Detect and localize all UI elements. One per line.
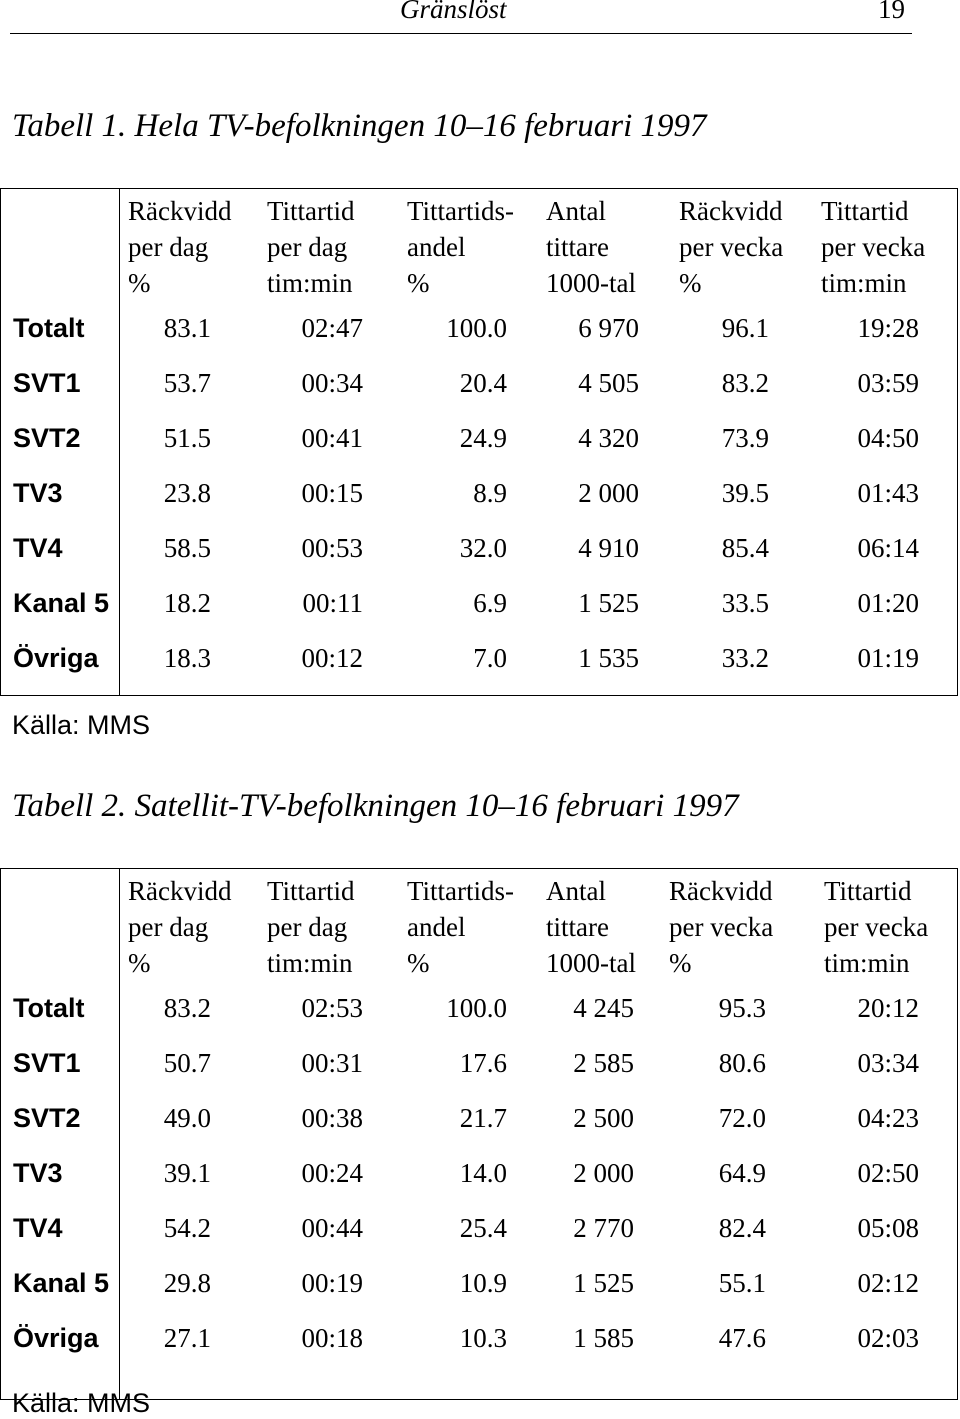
- table-cell: 02:50: [857, 1158, 919, 1188]
- table-cell: 10.3: [459, 1323, 507, 1353]
- column-header-line: %: [679, 268, 702, 298]
- table-cell: 4 320: [578, 423, 639, 453]
- table-cell: 2 585: [573, 1048, 634, 1078]
- table-cell: 64.9: [718, 1158, 766, 1188]
- table-1-caption: Tabell 1. Hela TV-befolkningen 10–16 februari 1997: [12, 108, 707, 144]
- table-cell: 1 585: [573, 1323, 634, 1353]
- table-cell: 49.0: [163, 1103, 211, 1133]
- table-cell: 01:20: [857, 588, 919, 618]
- table-cell: 21.7: [459, 1103, 507, 1133]
- column-header-line: per dag: [267, 912, 348, 942]
- table-cell: 19:28: [857, 313, 919, 343]
- row-label: Totalt: [13, 993, 85, 1023]
- table-cell: 00:12: [301, 643, 363, 673]
- table-1-source: Källa: MMS: [12, 710, 151, 740]
- table-cell: 18.3: [163, 643, 211, 673]
- table-cell: 39.5: [721, 478, 769, 508]
- running-header-title: Gränslöst: [400, 0, 507, 24]
- column-header-line: 1000-tal: [546, 948, 636, 978]
- column-header-line: tim:min: [824, 948, 910, 978]
- table-cell: 2 000: [578, 478, 639, 508]
- column-header-line: per dag: [128, 232, 209, 262]
- table-cell: 29.8: [163, 1268, 211, 1298]
- table-cell: 02:53: [301, 993, 363, 1023]
- table-cell: 100.0: [446, 993, 507, 1023]
- table-cell: 6 970: [578, 313, 639, 343]
- row-label: Övriga: [13, 643, 99, 673]
- row-label: Totalt: [13, 313, 85, 343]
- column-header-line: Antal: [546, 196, 606, 226]
- table-cell: 00:15: [301, 478, 363, 508]
- table-cell: 05:08: [857, 1213, 919, 1243]
- table-cell: 14.0: [459, 1158, 507, 1188]
- table-cell: 2 000: [573, 1158, 634, 1188]
- table-cell: 06:14: [857, 533, 919, 563]
- table-cell: 00:41: [301, 423, 363, 453]
- column-header: [546, 873, 636, 981]
- column-header-line: %: [407, 268, 430, 298]
- row-label: SVT2: [13, 423, 81, 453]
- column-header: [267, 873, 355, 981]
- row-label: TV3: [13, 478, 63, 508]
- column-header-line: per vecka: [679, 232, 784, 262]
- column-header: [824, 873, 928, 981]
- table-cell: 4 910: [578, 533, 639, 563]
- column-header: [128, 193, 231, 301]
- header-rule: [10, 33, 912, 34]
- table-cell: 04:50: [857, 423, 919, 453]
- table-cell: 02:47: [301, 313, 363, 343]
- table-cell: 00:24: [301, 1158, 363, 1188]
- table-cell: 7.0: [473, 643, 507, 673]
- table-2: [0, 868, 958, 1400]
- table-cell: 33.2: [721, 643, 769, 673]
- table-cell: 00:38: [301, 1103, 363, 1133]
- column-header-line: andel: [407, 912, 466, 942]
- column-header-line: Tittartid: [824, 876, 912, 906]
- table-cell: 17.6: [459, 1048, 507, 1078]
- table-cell: 4 245: [573, 993, 634, 1023]
- table-cell: 27.1: [163, 1323, 211, 1353]
- table-cell: 47.6: [718, 1323, 766, 1353]
- table-cell: 1 535: [578, 643, 639, 673]
- table-cell: 2 770: [573, 1213, 634, 1243]
- column-header: [546, 193, 636, 301]
- table-cell: 20:12: [857, 993, 919, 1023]
- row-label: SVT1: [13, 1048, 81, 1078]
- row-label: SVT1: [13, 368, 81, 398]
- table-2-caption: Tabell 2. Satellit-TV-befolkningen 10–16 februari 1997: [12, 788, 739, 824]
- table-cell: 00:18: [301, 1323, 363, 1353]
- column-header-line: Tittartid: [267, 196, 355, 226]
- column-header-line: per vecka: [821, 232, 926, 262]
- page-number: 19: [878, 0, 905, 24]
- table-cell: 04:23: [857, 1103, 919, 1133]
- table-cell: 03:34: [857, 1048, 919, 1078]
- table-cell: 23.8: [163, 478, 211, 508]
- table-cell: 33.5: [721, 588, 769, 618]
- column-header: [669, 873, 773, 981]
- column-header-line: %: [669, 948, 692, 978]
- table-cell: 2 500: [573, 1103, 634, 1133]
- row-label: SVT2: [13, 1103, 81, 1133]
- column-header-line: 1000-tal: [546, 268, 636, 298]
- table-cell: 03:59: [857, 368, 919, 398]
- column-header-line: per vecka: [669, 912, 774, 942]
- column-header-line: Räckvidd: [128, 196, 232, 226]
- column-header-line: tim:min: [267, 268, 353, 298]
- table-cell: 01:43: [857, 478, 919, 508]
- table-cell: 6.9: [473, 588, 507, 618]
- table-cell: 02:12: [857, 1268, 919, 1298]
- column-header-line: Tittartids-: [407, 196, 515, 226]
- column-header-line: per dag: [267, 232, 348, 262]
- table-cell: 96.1: [721, 313, 769, 343]
- table-cell: 51.5: [163, 423, 211, 453]
- column-header-line: Antal: [546, 876, 606, 906]
- row-label: TV4: [13, 1213, 63, 1243]
- table-cell: 82.4: [718, 1213, 766, 1243]
- table-cell: 72.0: [718, 1103, 766, 1133]
- table-cell: 4 505: [578, 368, 639, 398]
- column-header-line: tittare: [546, 232, 609, 262]
- table-cell: 00:53: [301, 533, 363, 563]
- table-cell: 55.1: [718, 1268, 766, 1298]
- column-header-line: andel: [407, 232, 466, 262]
- table-cell: 95.3: [718, 993, 766, 1023]
- table-cell: 58.5: [163, 533, 211, 563]
- table-1-label-divider: [119, 189, 120, 695]
- column-header: [679, 193, 783, 301]
- table-cell: 83.2: [163, 993, 211, 1023]
- table-2-source: Källa: MMS: [12, 1388, 151, 1418]
- table-cell: 00:44: [301, 1213, 363, 1243]
- table-2-label-divider: [119, 869, 120, 1399]
- table-cell: 50.7: [163, 1048, 211, 1078]
- table-cell: 00:11: [302, 588, 363, 618]
- table-cell: 1 525: [573, 1268, 634, 1298]
- column-header-line: per dag: [128, 912, 209, 942]
- table-cell: 18.2: [163, 588, 211, 618]
- table-cell: 00:34: [301, 368, 363, 398]
- table-cell: 83.2: [721, 368, 769, 398]
- table-cell: 24.9: [459, 423, 507, 453]
- table-cell: 00:31: [301, 1048, 363, 1078]
- column-header-line: tim:min: [267, 948, 353, 978]
- table-cell: 54.2: [163, 1213, 211, 1243]
- row-label: TV3: [13, 1158, 63, 1188]
- row-label: Kanal 5: [13, 588, 110, 618]
- column-header-line: Räckvidd: [128, 876, 232, 906]
- table-cell: 83.1: [163, 313, 211, 343]
- table-cell: 25.4: [459, 1213, 507, 1243]
- column-header-line: %: [128, 948, 151, 978]
- column-header-line: tim:min: [821, 268, 907, 298]
- table-cell: 53.7: [163, 368, 211, 398]
- table-cell: 32.0: [459, 533, 507, 563]
- table-cell: 39.1: [163, 1158, 211, 1188]
- table-cell: 80.6: [718, 1048, 766, 1078]
- row-label: TV4: [13, 533, 63, 563]
- column-header-line: Räckvidd: [679, 196, 783, 226]
- column-header: [267, 193, 355, 301]
- column-header-line: Tittartid: [821, 196, 909, 226]
- column-header: [821, 193, 925, 301]
- table-cell: 20.4: [459, 368, 507, 398]
- column-header-line: %: [128, 268, 151, 298]
- table-cell: 100.0: [446, 313, 507, 343]
- table-cell: 85.4: [721, 533, 769, 563]
- row-label: Övriga: [13, 1323, 99, 1353]
- table-cell: 73.9: [721, 423, 769, 453]
- column-header: [407, 193, 514, 301]
- table-cell: 8.9: [473, 478, 507, 508]
- column-header: [407, 873, 514, 981]
- table-1: [0, 188, 958, 696]
- column-header-line: %: [407, 948, 430, 978]
- column-header: [128, 873, 231, 981]
- table-cell: 00:19: [301, 1268, 363, 1298]
- table-cell: 02:03: [857, 1323, 919, 1353]
- table-cell: 1 525: [578, 588, 639, 618]
- column-header-line: Tittartid: [267, 876, 355, 906]
- table-cell: 01:19: [857, 643, 919, 673]
- column-header-line: Tittartids-: [407, 876, 515, 906]
- row-label: Kanal 5: [13, 1268, 110, 1298]
- column-header-line: Räckvidd: [669, 876, 773, 906]
- column-header-line: per vecka: [824, 912, 929, 942]
- table-cell: 10.9: [459, 1268, 507, 1298]
- column-header-line: tittare: [546, 912, 609, 942]
